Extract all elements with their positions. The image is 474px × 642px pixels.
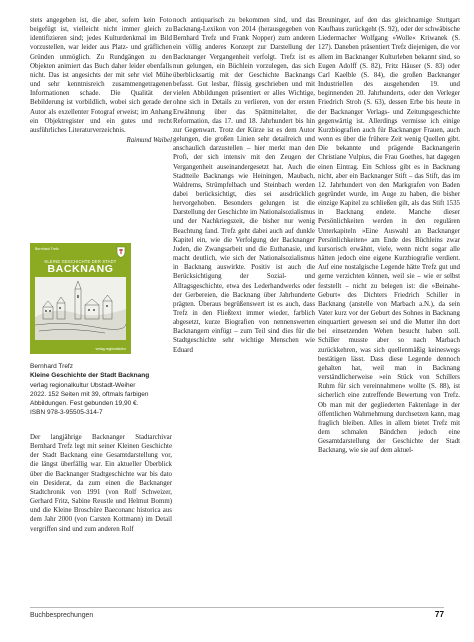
reviewer-signature: Raimund Waibel (126, 137, 172, 145)
book-binding-line: Abbildungen. Fest gebunden 19,90 €. (30, 400, 139, 408)
book-isbn: ISBN 978-3-95505-314-7 (30, 409, 103, 417)
book-info (30, 362, 172, 418)
column-2 (173, 16, 315, 355)
review-start-paragraph: Der langjährige Backnanger Stadtarchivar Bernhard Trefz legt mit seiner Kleinen Geschichte der Stadt Backnang eine Gesamtdarstellung vor, die längst überfällig war. Ein aktueller Überblick über die Backnanger Stadtgeschichte war bis dato ein Desiderat, da zum einen die Backnanger Stadtchronik von 1991 (von Rolf Schweizer, Gerhard Fritz, Sabine Reustle und Helmut Bomm) und die Kleine Broschüre Baeconanc historica aus dem Jahr 2000 (von Carsten Kottmann) im Detail vergriffen sind und zum anderen Rolf (30, 434, 172, 533)
review-start (30, 433, 172, 534)
book-details-line: 2022. 152 Seiten mit 39, oftmals farbigen (30, 390, 149, 398)
book-publisher-line: verlag regionalkultur Ubstadt-Weiher (30, 381, 136, 389)
crest-icon (116, 246, 126, 258)
column-1 (30, 16, 172, 145)
cover-title: BACKNANG (47, 263, 114, 275)
book-author: Bernhard Trefz (30, 363, 73, 370)
book-title: Kleine Geschichte der Stadt Backnang (30, 372, 150, 380)
book-cover-image (30, 243, 131, 354)
town-illustration (35, 277, 126, 340)
review-end-paragraph: stets angegeben ist, die aber, sofern kein Foto beigefügt ist, vielleicht nicht immer gleich zu identifizieren sind; jedes Kulturdenkmal im Bild vorzustellen, war leider aus Platz- und gräflichen Gründen unmöglich. Zu Rundgängen zu den Objekten animiert das Buch daher leider ebenfalls nicht. Das ist angesichts der mit sehr viel Mühe und sehr kenntnisreich zusammengetragenen Informationen schade. Die Qualität der Bebilderung ist vorbildlich, wobei sich gerade der Autor als exzellenter Fotograf erweist; im Anhang ein Objektregister und ein gutes und recht ausführliches Literaturverzeichnis. (30, 17, 172, 134)
cover-subtitle: KLEINE GESCHICHTE DER STADT (44, 259, 117, 264)
column-3 (318, 16, 460, 456)
review-body-paragraph: noch antiquarisch zu bekommen sind, und das Backnang-Lexikon von 2014 (herausgegeben von Bernhard Trefz und Frank Nopper) zum anderen ein völlig anderes Konzept zur Darstellung der Backnanger Vergangenheit verfolgt. Trefz ist es nun gelungen, ein Büchlein vorzulegen, das sich überblicksartig mit der Geschichte Backnangs befasst. Gut lesbar, flüssig geschrieben und mit vielen Abbildungen präsentiert er alles Wichtige, ohne sich in Details zu verlieren, von der ersten Erwähnung über das Spätmittelalter, die Reformation, das 17. und 18. Jahrhundert bis hin zur Gegenwart. Trotz der Kürze ist es dem Autor gelungen, die großen Linien sehr detailreich und anschaulich darzustellen – hier merkt man den Profi, der sich intensiv mit den Zeugen der Vergangenheit auseinandergesetzt hat. Auch die Stadtteile Backnangs wie Heiningen, Maubach, Waldrems, Strümpfelbach und Steinbach werden dabei berücksichtigt, dies sei ausdrücklich hervorgehoben. Besonders gelungen ist die Darstellung der Geschichte im Nationalsozialismus und der Nachkriegszeit, die bisher nur wenig Beachtung fand. Trefz geht dabei auch auf dunkle Kapitel ein, wie die Verfolgung der Backnanger Juden, die Zwangsarbeit und die Euthanasie, und macht deutlich, wie sich der Nationalsozialismus in Backnang auswirkte. Positiv ist auch die Berücksichtigung der Sozial- und Alltagsgeschichte, etwa des Lederhandwerks oder der Gerbereien, die Backnang über Jahrhunderte prägten. Überaus begrüßenswert ist es auch, dass Trefz in den Fließtext immer wieder, farblich abgesetzt, kurze Biografien von nennenswerten Backnangern einfügt – zum Teil sind dies für die Stadtgeschichte sehr wichtige Menschen wie Eduard (173, 17, 315, 354)
footer-section-label: Buchbesprechungen (30, 612, 94, 619)
review-body-paragraph-continued: Breuninger, auf den das gleichnamige Stuttgart Kaufhaus zurückgeht (S. 92), oder der schwäbische Liedermacher Wolfgang »Wolle« Kriwanek (S. 127). Daneben präsentiert Trefz diejenigen, die vor allem im Backnanger Kulturleben bekannt sind, so Eugen Adolff (S. 82), Fritz Häuser (S. 83) oder Carl Kaelble (S. 84), die großen Backnanger Industriellen des ausgehenden 19. und beginnenden 20. Jahrhunderts, oder den Verleger Friedrich Stroh (S. 63), dessen Erbe bis heute in der Backnanger Verlags- und Zeitungsgeschichte gegenwärtig ist. Allerdings vermisse ich einige Kurzbiografien auch für Backnanger Frauen, auch wenn es über die frühere Zeit wenig Quellen gibt. Die bekannte und prägende Backnangerin Christiane Vulpius, die Frau Goethes, hat dagegen einen Eintrag. Ein Schloss gibt es in Backnang nicht, aber ein Backnanger Stift – das Stift, das im 12. Jahrhundert von den Markgrafen von Baden gegründet wurde, im Auge zu haben, die bisher einzige Kapitel zu schließen gilt, als das Stift 1535 in Backnang endete. Manche dieser Persönlichkeiten werden in den regulären Unterkapiteln »Eine Auswahl an Backnanger Persönlichkeiten« am Ende des Büchleins zwar kursorisch erwähnt, viele, wenn nicht sogar alle hätten jedoch eine eigene Kurzbiografie verdient. Auf eine nostalgische Legende hätte Trefz gut und gerne verzichten können, weil sie – wie er selbst feststellt – nicht zu belegen ist: die »Beinahe-Geburt« des Dichters Friedrich Schiller in Backnang (anstelle von Marbach a.N.), da sein Vater kurz vor der Geburt des Sohnes in Backnang einquartiert gewesen sei und die Mutter ihn dort bei einsetzenden Wehen besucht haben soll. Schiller musste aber so nach Marbach zurückkehren, was sich quellenmäßig keineswegs bestätigen lässt. Dass diese Legende dennoch gehalten hat, weil man in Backnang verständlicherweise »ein Stück von Schillers Ruhm für sich vereinnahmen« wollte (S. 88), ist sicherlich eine zutreffende Bewertung von Trefz. Ob man mit der gegliederten Faktenlage in der öffentlichen Wahrnehmung durchsetzen kann, mag fraglich bleiben. Alles in allem bietet Trefz mit dem schmalen Bändchen jedoch eine Gesamtdarstellung der Geschichte der Stadt Backnang, wie sie auf dem aktuel- (318, 17, 460, 455)
cover-publisher: verlag regionalkultur (95, 347, 126, 351)
page-number: 77 (434, 610, 444, 619)
footer-rule (30, 607, 444, 608)
cover-author: Bernhard Trefz (35, 247, 59, 251)
